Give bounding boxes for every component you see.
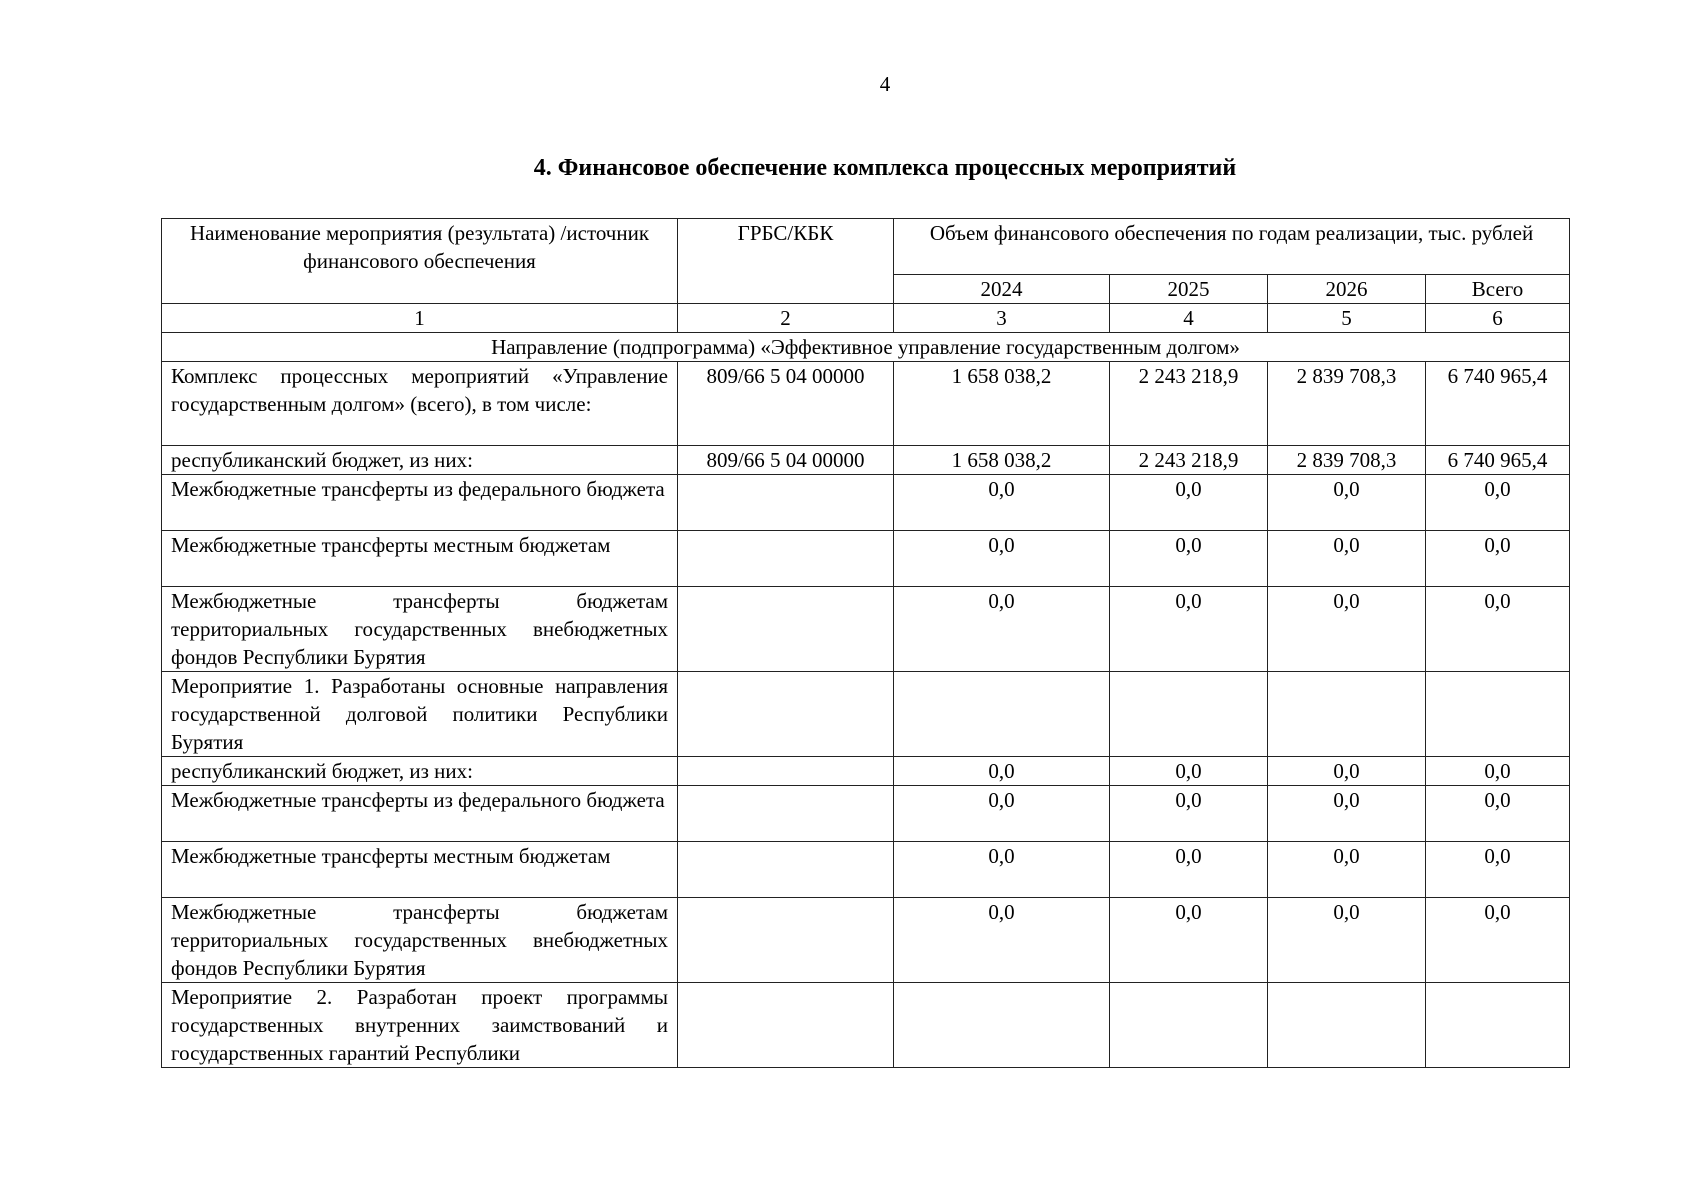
col-number: 5 [1268,304,1426,333]
row-name: республиканский бюджет, из них: [162,446,678,475]
row-code [678,842,894,898]
table-row [162,842,1570,898]
row-total [1426,672,1570,757]
row-2025: 0,0 [1110,842,1268,898]
row-2025: 0,0 [1110,757,1268,786]
row-total: 0,0 [1426,757,1570,786]
header-grbs: ГРБС/КБК [678,219,894,304]
col-number: 6 [1426,304,1570,333]
row-name: Мероприятие 1. Разработаны основные направления государственной долговой политики Республики Бурятия [162,672,678,757]
column-numbers-row [162,304,1570,333]
col-number: 1 [162,304,678,333]
row-2025: 0,0 [1110,475,1268,531]
row-2026: 0,0 [1268,587,1426,672]
header-name: Наименование мероприятия (результата) /источник финансового обеспечения [162,219,678,304]
table-row [162,757,1570,786]
row-2026: 0,0 [1268,757,1426,786]
row-2025: 2 243 218,9 [1110,446,1268,475]
row-total: 0,0 [1426,842,1570,898]
table-row [162,362,1570,446]
table-row [162,786,1570,842]
col-number: 2 [678,304,894,333]
row-total: 6 740 965,4 [1426,446,1570,475]
financing-table [161,218,1570,1068]
row-2024: 1 658 038,2 [894,362,1110,446]
row-name: республиканский бюджет, из них: [162,757,678,786]
row-name: Межбюджетные трансферты местным бюджетам [162,842,678,898]
row-2025: 2 243 218,9 [1110,362,1268,446]
row-name: Межбюджетные трансферты из федерального бюджета [162,786,678,842]
header-total: Всего [1426,275,1570,304]
row-total: 6 740 965,4 [1426,362,1570,446]
row-name: Комплекс процессных мероприятий «Управление государственным долгом» (всего), в том числе: [162,362,678,446]
row-total: 0,0 [1426,786,1570,842]
row-2024: 0,0 [894,757,1110,786]
header-year-2024: 2024 [894,275,1110,304]
row-2025: 0,0 [1110,786,1268,842]
header-year-2026: 2026 [1268,275,1426,304]
row-name: Межбюджетные трансферты из федерального бюджета [162,475,678,531]
table-row [162,983,1570,1068]
row-2026: 2 839 708,3 [1268,446,1426,475]
table-row [162,898,1570,983]
row-code [678,475,894,531]
row-2025 [1110,983,1268,1068]
row-total [1426,983,1570,1068]
table-row [162,672,1570,757]
row-2025 [1110,672,1268,757]
page-number: 4 [879,72,891,96]
row-2026: 0,0 [1268,531,1426,587]
table-row [162,446,1570,475]
row-total: 0,0 [1426,531,1570,587]
row-2026: 0,0 [1268,786,1426,842]
row-2026: 0,0 [1268,842,1426,898]
col-number: 4 [1110,304,1268,333]
row-2024: 0,0 [894,587,1110,672]
row-2024 [894,983,1110,1068]
row-code [678,898,894,983]
table-header-row [162,219,1570,275]
row-2026: 0,0 [1268,898,1426,983]
row-2025: 0,0 [1110,531,1268,587]
row-2026: 0,0 [1268,475,1426,531]
row-2025: 0,0 [1110,587,1268,672]
row-2026 [1268,672,1426,757]
row-code [678,757,894,786]
row-code: 809/66 5 04 00000 [678,362,894,446]
row-2024: 0,0 [894,842,1110,898]
header-year-2025: 2025 [1110,275,1268,304]
row-2024: 0,0 [894,531,1110,587]
row-name: Межбюджетные трансферты бюджетам территориальных государственных внебюджетных фондов Республики Бурятия [162,587,678,672]
row-2024 [894,672,1110,757]
row-code [678,786,894,842]
row-code [678,672,894,757]
table-row [162,475,1570,531]
row-total: 0,0 [1426,898,1570,983]
row-name: Мероприятие 2. Разработан проект программы государственных внутренних заимствований и государственных гарантий Республики [162,983,678,1068]
row-2024: 0,0 [894,475,1110,531]
row-2025: 0,0 [1110,898,1268,983]
row-code [678,983,894,1068]
direction-row [162,333,1570,362]
row-2026 [1268,983,1426,1068]
row-2024: 0,0 [894,786,1110,842]
row-total: 0,0 [1426,475,1570,531]
header-volume: Объем финансового обеспечения по годам реализации, тыс. рублей [894,219,1570,275]
row-code: 809/66 5 04 00000 [678,446,894,475]
row-2026: 2 839 708,3 [1268,362,1426,446]
col-number: 3 [894,304,1110,333]
row-total: 0,0 [1426,587,1570,672]
row-code [678,531,894,587]
direction-label: Направление (подпрограмма) «Эффективное управление государственным долгом» [162,333,1570,362]
page-title: 4. Финансовое обеспечение комплекса процессных мероприятий [533,155,1237,181]
row-2024: 0,0 [894,898,1110,983]
row-code [678,587,894,672]
row-name: Межбюджетные трансферты местным бюджетам [162,531,678,587]
row-2024: 1 658 038,2 [894,446,1110,475]
table-row [162,587,1570,672]
table-row [162,531,1570,587]
row-name: Межбюджетные трансферты бюджетам территориальных государственных внебюджетных фондов Республики Бурятия [162,898,678,983]
